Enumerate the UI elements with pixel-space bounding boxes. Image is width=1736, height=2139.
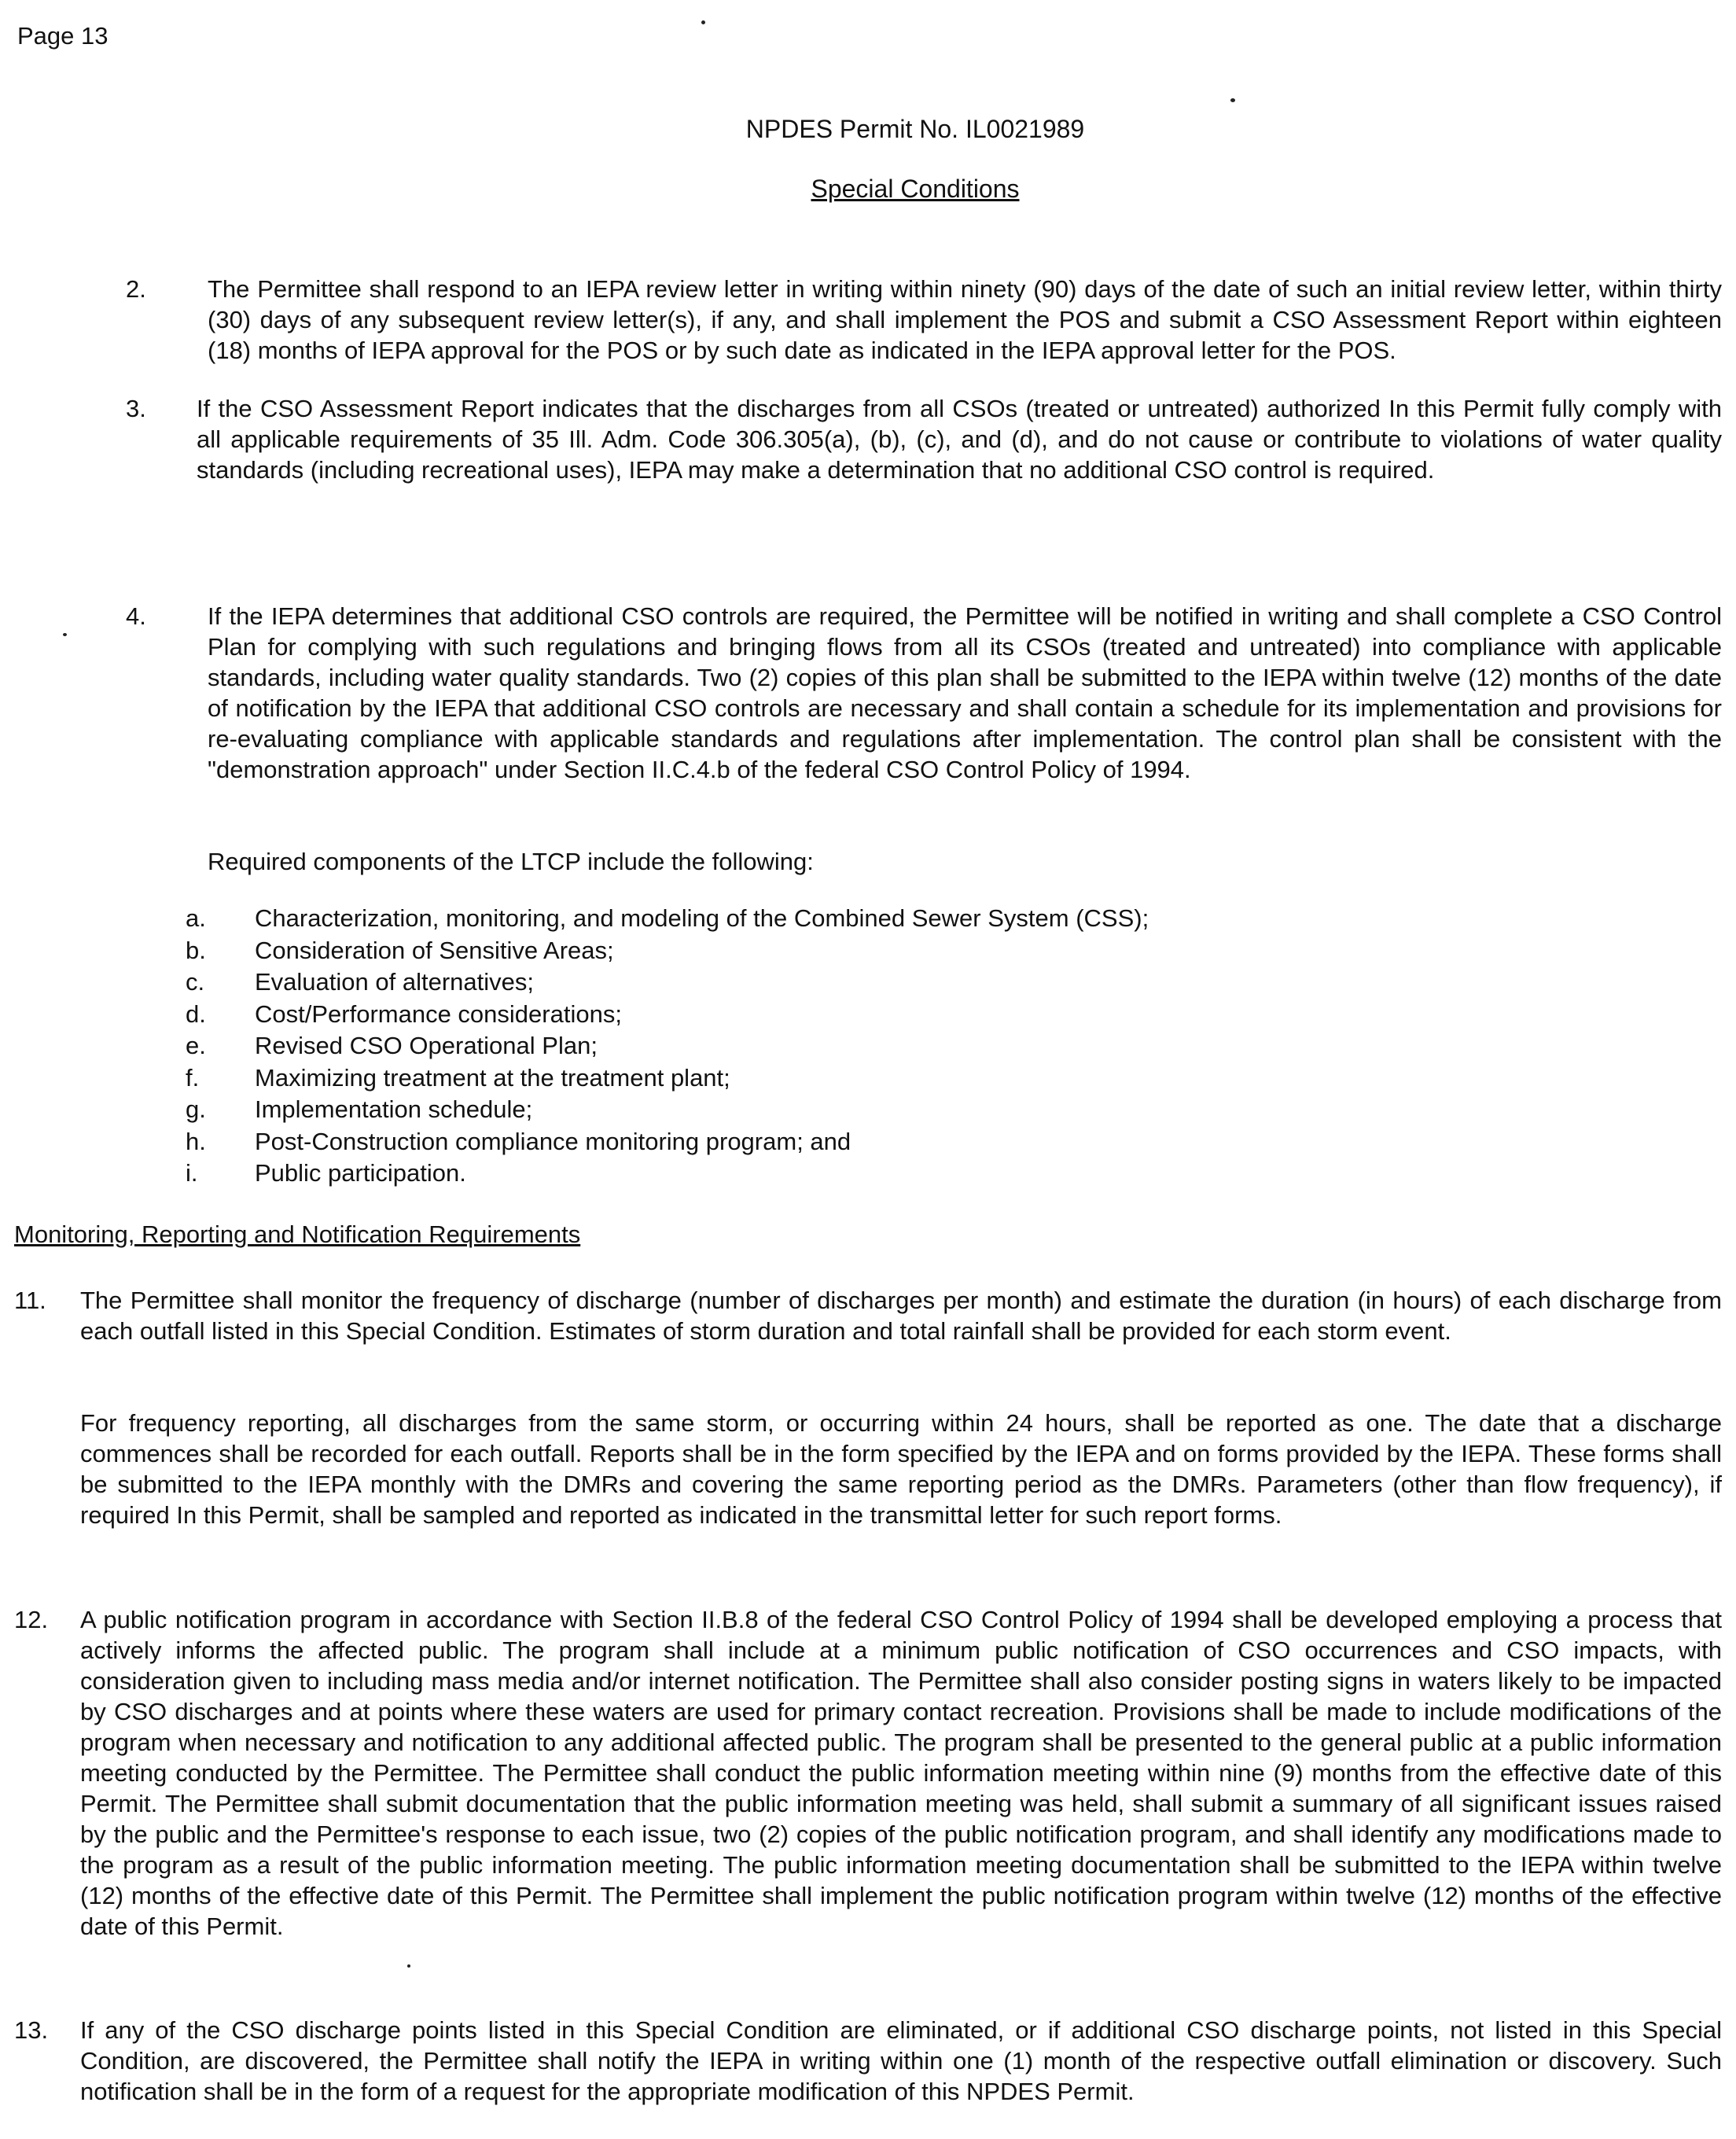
list-item — [186, 1094, 1149, 1126]
condition-text: The Permittee shall monitor the frequency of discharge (number of discharges per month) and estimate the duration (in hours) of each discharge from each outfall listed in this Special Condition. Estimates of storm duration and total rainfall shall be provided for each storm event. — [80, 1287, 1722, 1345]
list-letter: a. — [186, 904, 206, 932]
list-item — [186, 1030, 1149, 1062]
list-item — [186, 935, 1149, 967]
condition-text: If the CSO Assessment Report indicates that the discharges from all CSOs (treated or untreated) authorized In this Permit fully comply with all applicable requirements of 35 Ill. Adm. Code 306.305(a), (b), (c), and (d), and do not cause or contribute to violations of water quality standards (including recreational uses), IEPA may make a determination that no additional CSO control is required. — [197, 395, 1722, 484]
condition-followup-text: For frequency reporting, all discharges from the same storm, or occurring within 24 hours, shall be reported as one. The date that a discharge commences shall be recorded for each outfall. Reports shall be in the form specified by the IEPA and on forms provided by the IEPA. These forms shall be submitted to the IEPA monthly with the DMRs and covering the same reporting period as the DMRs. Parameters (other than flow frequency), if required In this Permit, shall be sampled and reported as indicated in the transmittal letter for such report forms. — [80, 1409, 1722, 1529]
list-item — [186, 1126, 1149, 1158]
section-title: Special Conditions — [811, 175, 1020, 203]
list-item-text: Consideration of Sensitive Areas; — [255, 936, 614, 964]
condition-text: If any of the CSO discharge points listed in this Special Condition are eliminated, or if additional CSO discharge points, not listed in this Special Condition, are discovered, the Permittee shall notify the IEPA in writing within one (1) month of the respective outfall elimination or discovery. Such notification shall be in the form of a request for the appropriate modification of this NPDES Permit. — [80, 2016, 1722, 2105]
subsection-heading: Monitoring, Reporting and Notification Requirements — [14, 1220, 581, 1248]
condition-number: 12. — [14, 1606, 49, 1633]
condition-number: 2. — [126, 275, 146, 303]
list-item-text: Post-Construction compliance monitoring program; and — [255, 1127, 851, 1155]
list-item — [186, 1158, 1149, 1190]
list-item-text: Implementation schedule; — [255, 1095, 533, 1123]
list-item — [186, 1062, 1149, 1095]
list-letter: b. — [186, 936, 206, 964]
list-item-text: Characterization, monitoring, and modeling of the Combined Sewer System (CSS); — [255, 904, 1149, 932]
condition-text: A public notification program in accordance with Section II.B.8 of the federal CSO Control Policy of 1994 shall be developed employing a process that actively informs the affected public. The program shall include at a minimum public notification of CSO occurrences and CSO impacts, with consideration given to including mass media and/or internet notification. The Permittee shall also consider posting signs in waters likely to be impacted by CSO discharges and at points where these waters are used for primary contact recreation. Provisions shall be made to include modifications of the program when necessary and notification to any additional affected public. The program shall be presented to the general public at a public information meeting conducted by the Permittee. The Permittee shall conduct the public information meeting within nine (9) months from the effective date of this Permit. The Permittee shall submit documentation that the public information meeting was held, shall submit a summary of all significant issues raised by the public and the Permittee's response to each issue, two (2) copies of the public notification program, and shall identify any modifications made to the program as a result of the public information meeting. The public information meeting documentation shall be submitted to the IEPA within twelve (12) months of the effective date of this Permit. The Permittee shall implement the public notification program within twelve (12) months of the effective date of this Permit. — [80, 1606, 1722, 1940]
list-letter: g. — [186, 1095, 206, 1123]
condition-number: 4. — [126, 602, 146, 630]
condition-number: 11. — [14, 1287, 46, 1314]
condition-text: The Permittee shall respond to an IEPA review letter in writing within ninety (90) days of the date of such an initial review letter, within thirty (30) days of any subsequent review letter(s), if any, and shall implement the POS and submit a CSO Assessment Report within eighteen (18) months of IEPA approval for the POS or by such date as indicated in the IEPA approval letter for the POS. — [208, 275, 1722, 364]
scan-speck — [63, 633, 67, 636]
list-item — [186, 903, 1149, 935]
ltcp-intro: Required components of the LTCP include the following: — [208, 848, 814, 875]
list-letter: c. — [186, 968, 205, 996]
list-letter: i. — [186, 1159, 198, 1187]
permit-number: NPDES Permit No. IL0021989 — [745, 115, 1085, 143]
condition-text: If the IEPA determines that additional CSO controls are required, the Permittee will be notified in writing and shall complete a CSO Control Plan for complying with such regulations and bringing flows from all its CSOs (treated and untreated) into compliance with applicable standards, including water quality standards. Two (2) copies of this plan shall be submitted to the IEPA within twelve (12) months of the date of notification by the IEPA that additional CSO controls are necessary and shall contain a schedule for its implementation and provisions for re-evaluating compliance with applicable standards and regulations after implementation. The control plan shall be consistent with the "demonstration approach" under Section II.C.4.b of the federal CSO Control Policy of 1994. — [208, 602, 1722, 783]
list-item-text: Revised CSO Operational Plan; — [255, 1032, 598, 1059]
list-item-text: Cost/Performance considerations; — [255, 1000, 622, 1028]
page-number: Page 13 — [17, 22, 108, 50]
list-item-text: Evaluation of alternatives; — [255, 968, 534, 996]
list-letter: e. — [186, 1032, 206, 1059]
scan-speck — [701, 20, 705, 24]
list-letter: d. — [186, 1000, 206, 1028]
condition-number: 3. — [126, 395, 146, 422]
ltcp-components-list — [186, 903, 1149, 1190]
list-letter: f. — [186, 1063, 200, 1092]
list-item — [186, 966, 1149, 999]
list-item-text: Public participation. — [255, 1159, 466, 1187]
scan-speck — [1230, 98, 1235, 102]
scan-speck — [407, 1964, 410, 1968]
list-item-text: Maximizing treatment at the treatment plant; — [255, 1063, 730, 1092]
condition-number: 13. — [14, 2016, 49, 2044]
list-letter: h. — [186, 1127, 206, 1155]
list-item — [186, 999, 1149, 1031]
